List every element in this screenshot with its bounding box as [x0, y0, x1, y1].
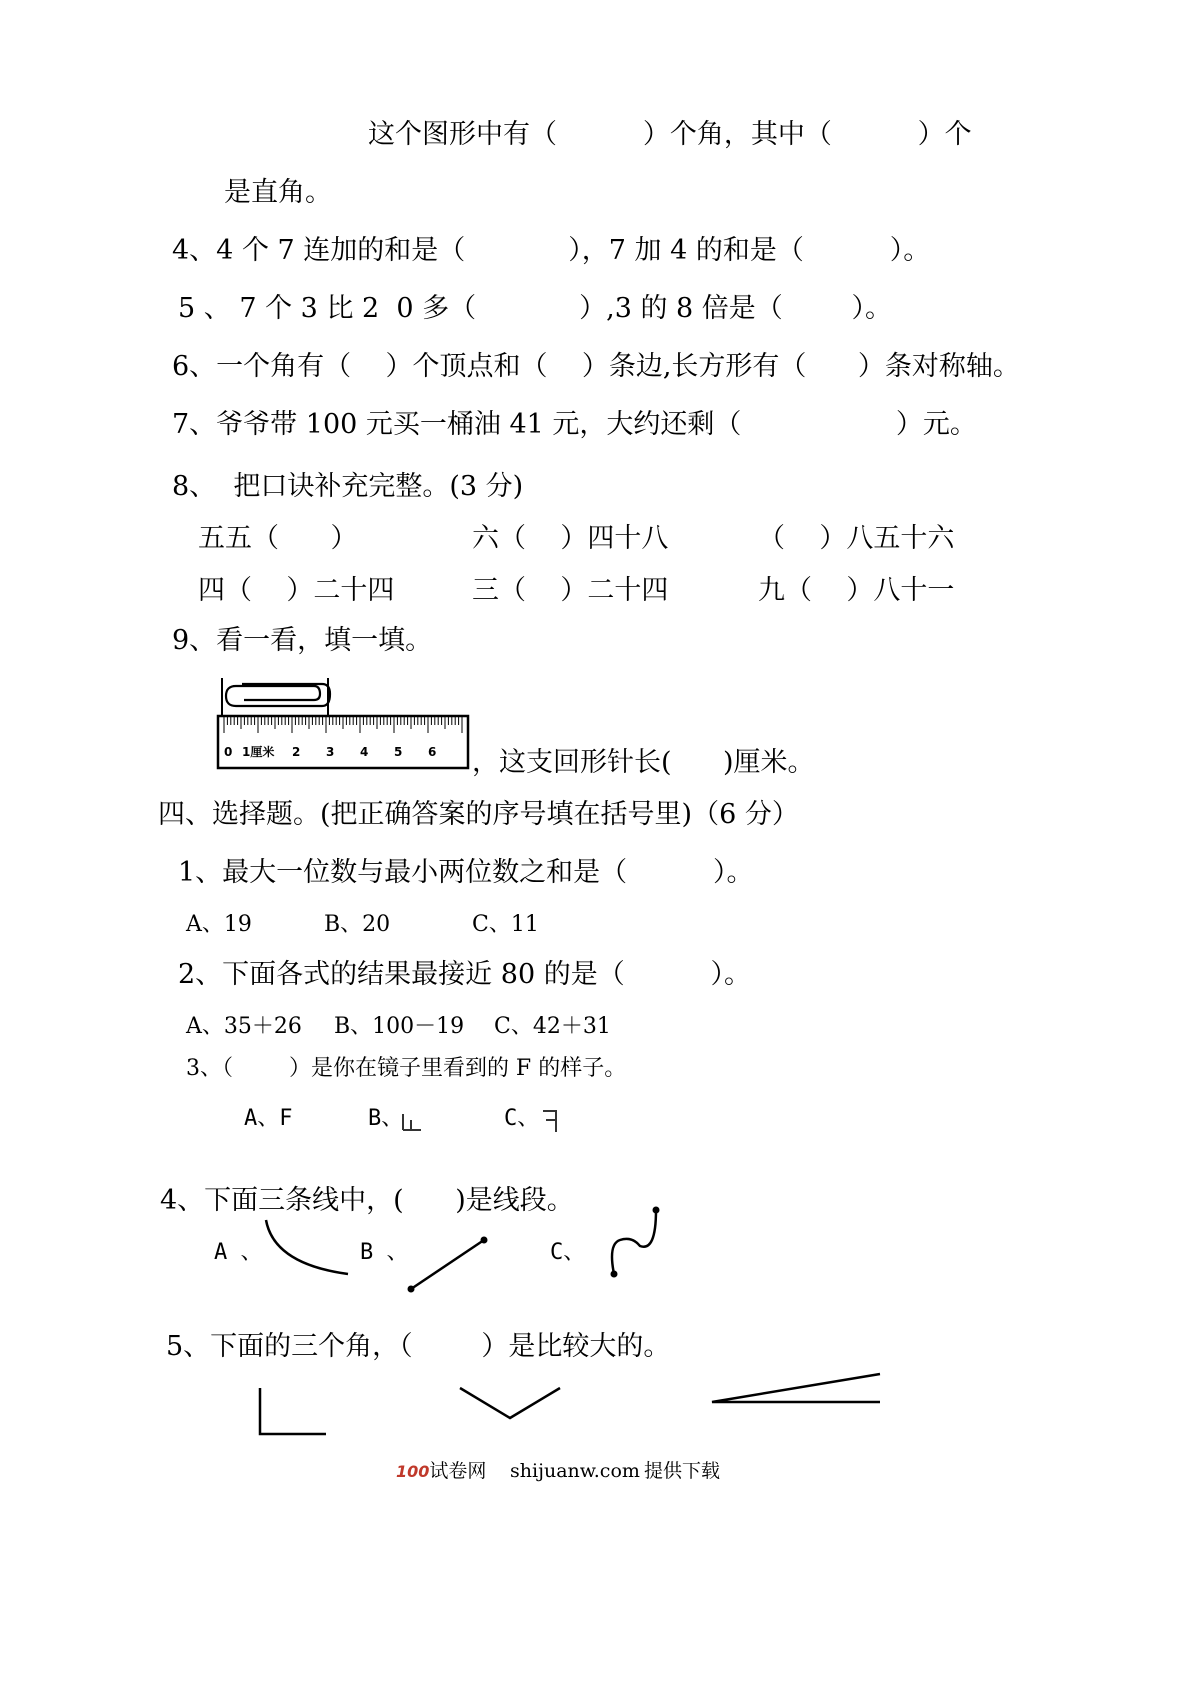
mirrored-f-icon [540, 1108, 560, 1134]
endpoint-icon [653, 1207, 660, 1214]
choice-q3-option: C、 [504, 1106, 540, 1131]
footer-note: 提供下载 [644, 1460, 721, 1482]
choice-q3-option: A、F [244, 1106, 293, 1131]
choice-q4: 4、下面三条线中，( )是线段。 [160, 1185, 574, 1216]
question-8-title: 8、 把口诀补充完整。(3 分) [172, 471, 524, 502]
ruler-label: 5 [394, 745, 403, 759]
question-5: 5 、 7 个 3 比 2 0 多（ ）,3 的 8 倍是（ ）。 [178, 293, 892, 324]
angle-obtuse [456, 1384, 566, 1424]
choice-q5: 5、下面的三个角，（ ）是比较大的。 [166, 1331, 671, 1362]
rhyme-cell: （ ）八五十六 [758, 523, 955, 554]
ruler-label: 3 [326, 745, 335, 759]
angle-acute [708, 1368, 884, 1408]
footer-site-name: 试卷网 [429, 1460, 487, 1482]
rhyme-cell: 四（ ）二十四 [198, 575, 395, 606]
question-7: 7、爷爷带 100 元买一桶油 41 元，大约还剩（ ）元。 [172, 409, 977, 440]
curve-c [604, 1202, 664, 1282]
question-6: 6、一个角有（ ）个顶点和（ ）条边,长方形有（ ）条对称轴。 [172, 351, 1020, 382]
question-9-answer: ，这支回形针长( )厘米。 [472, 747, 815, 778]
upside-down-f-icon [400, 1110, 424, 1134]
choice-q1-option: C、11 [472, 912, 539, 937]
section-4-title: 四、选择题。(把正确答案的序号填在括号里)（6 分） [158, 799, 799, 830]
ruler-label: 2 [292, 745, 301, 759]
choice-q4-option: B 、 [360, 1240, 409, 1265]
question-4: 4、4 个 7 连加的和是（ ），7 加 4 的和是（ ）。 [172, 235, 931, 266]
question-9-title: 9、看一看，填一填。 [172, 625, 433, 656]
angle-right [256, 1386, 332, 1438]
q3-line1: 这个图形中有（ ）个角，其中（ ）个 [368, 119, 972, 150]
ruler-label: 1厘米 [242, 745, 275, 759]
choice-q1: 1、最大一位数与最小两位数之和是（ ）。 [178, 857, 754, 888]
choice-q4-option: A 、 [214, 1240, 263, 1265]
brand-logo: 100 [396, 1462, 430, 1481]
ruler-with-paperclip [214, 676, 474, 776]
choice-q1-option: B、20 [324, 912, 391, 937]
footer-url[interactable]: shijuanw.com [510, 1460, 640, 1482]
ruler-label: 6 [428, 745, 437, 759]
choice-q2-option: B、100－19 [334, 1014, 465, 1039]
ruler-label: 0 [224, 745, 233, 759]
endpoint-icon [611, 1271, 618, 1278]
endpoint-icon [481, 1237, 488, 1244]
choice-q1-option: A、19 [186, 912, 252, 937]
choice-q2-option: A、35＋26 [186, 1014, 302, 1039]
rhyme-cell: 三（ ）二十四 [472, 575, 669, 606]
choice-q4-option: C、 [550, 1240, 586, 1265]
curve-a [260, 1216, 360, 1278]
footer-brand [396, 1454, 486, 1489]
endpoint-icon [408, 1286, 415, 1293]
segment-b [404, 1234, 494, 1296]
rhyme-cell: 六（ ）四十八 [472, 523, 669, 554]
ruler-label: 4 [360, 745, 369, 759]
rhyme-cell: 九（ ）八十一 [758, 575, 955, 606]
q3-line2: 是直角。 [224, 177, 332, 208]
choice-q3: 3、（ ）是你在镜子里看到的 F 的样子。 [186, 1056, 627, 1081]
paperclip-icon [226, 684, 330, 706]
choice-q2: 2、下面各式的结果最接近 80 的是（ ）。 [178, 959, 752, 990]
choice-q2-option: C、42＋31 [494, 1014, 611, 1039]
rhyme-cell: 五五（ ） [198, 523, 358, 554]
choice-q3-option: B、 [368, 1106, 404, 1131]
